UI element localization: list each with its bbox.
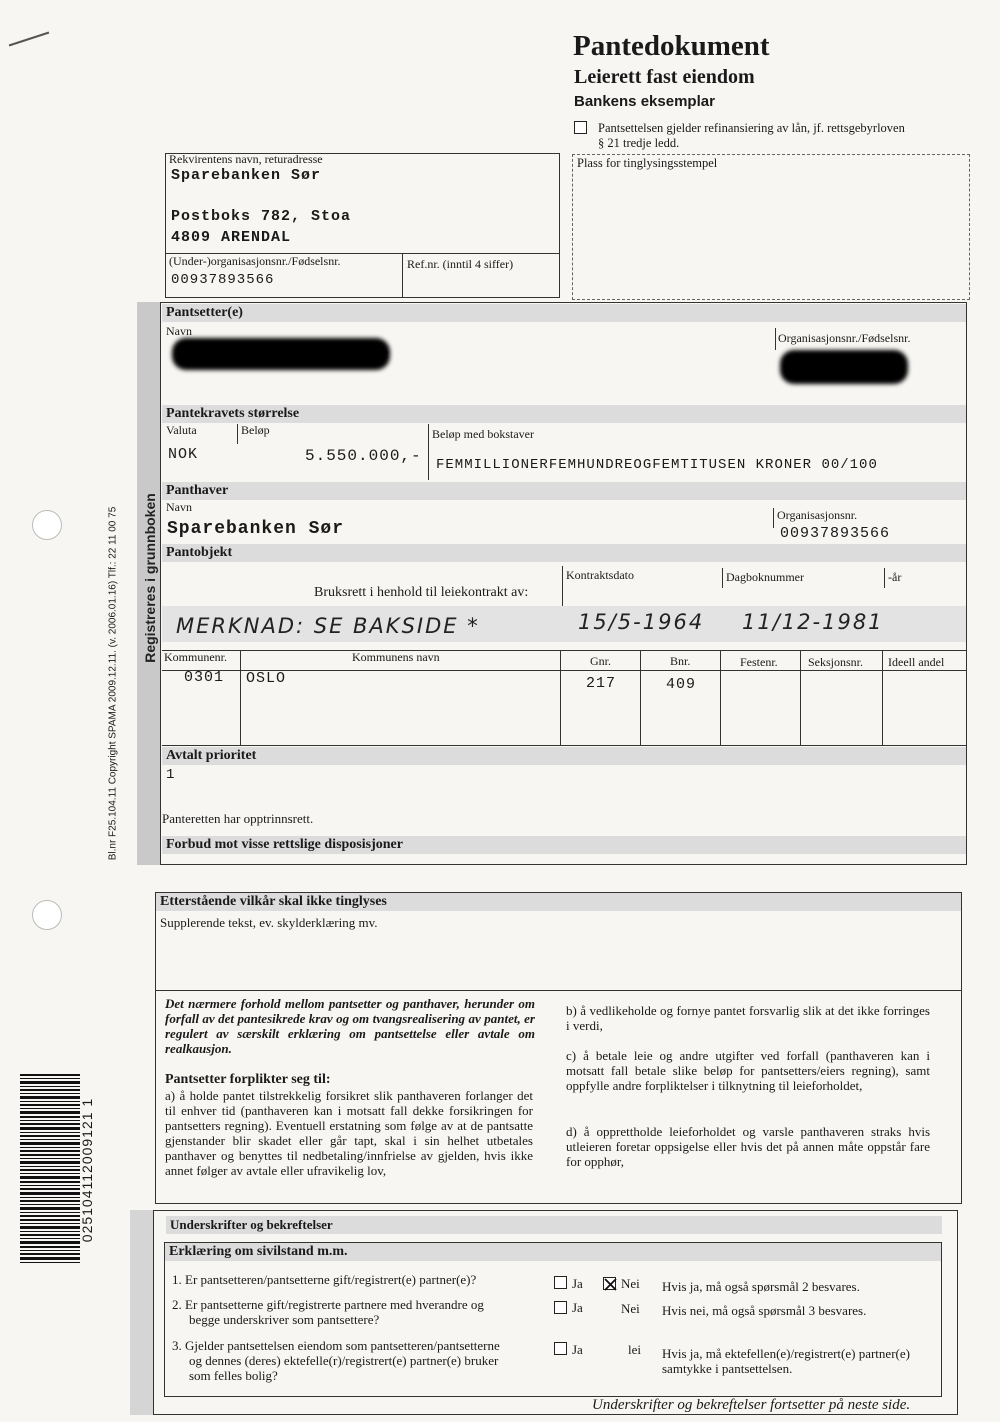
prohibition-header: Forbud mot visse rettslige disposisjoner xyxy=(162,836,966,854)
question-3b: og dennes (deres) ektefelle(r)/registrert(e) partner(e) bruker xyxy=(189,1353,499,1368)
amount-label: Beløp xyxy=(241,423,270,437)
q1-no-label: Nei xyxy=(621,1276,640,1291)
conditions-subtitle: Supplerende tekst, ev. skylderklæring mv. xyxy=(160,915,378,930)
obligation-c: c) å betale leie og andre utgifter ved forfall (panthaveren kan i motsatt fall betale slike beløp for pantsetters/eiers regning), samt oppfylle andre forpliktelser i tilknytning til leieforholdet, xyxy=(566,1048,930,1093)
pen-mark xyxy=(9,32,50,47)
holder-org-label: Organisasjonsnr. xyxy=(777,508,858,522)
terms-intro: Det nærmere forhold mellom pantsetter og panthaver, herunder om forfall av det pantesikrede krav og om tvangsrealisering av pantet, er regulert av særskilt erklæring om pantsettelse eller avtale om realkausjon. xyxy=(165,996,535,1056)
question-3c: som felles bolig? xyxy=(189,1368,278,1383)
handwritten-journal-date: 11/12-1981 xyxy=(742,610,884,634)
priority-note: Panteretten har opptrinnsrett. xyxy=(162,811,314,826)
question-2a: 2. Er pantsetterne gift/registrerte partnere med hverandre og xyxy=(172,1297,484,1312)
col-festenr: Festenr. xyxy=(740,655,778,669)
signatures-header: Underskrifter og bekreftelser xyxy=(166,1216,942,1234)
q3-hint-b: samtykke i pantsettelsen. xyxy=(662,1361,793,1376)
continue-note: Underskrifter og bekreftelser fortsetter på neste side. xyxy=(592,1397,911,1413)
marital-header: Erklæring om sivilstand m.m. xyxy=(165,1243,941,1261)
object-header: Pantobjekt xyxy=(162,544,966,562)
requester-label: Rekvirentens navn, returadresse xyxy=(169,152,323,166)
q1-no-checkbox[interactable] xyxy=(603,1277,616,1290)
stamp-area-label: Plass for tinglysingsstempel xyxy=(577,156,718,170)
handwritten-contract-date: 15/5-1964 xyxy=(578,610,705,634)
pledger-name-redaction xyxy=(172,338,390,370)
bnr-value: 409 xyxy=(666,676,697,693)
requester-name: Sparebanken Sør xyxy=(171,167,322,184)
question-1: 1. Er pantsetteren/pantsetterne gift/registrert(e) partner(e)? xyxy=(172,1272,477,1287)
holder-org-value: 00937893566 xyxy=(780,525,891,542)
q3-yes-label: Ja xyxy=(572,1342,583,1357)
refinance-text: Pantsettelsen gjelder refinansiering av lån, jf. rettsgebyrloven § 21 tredje ledd. xyxy=(598,121,905,150)
priority-header: Avtalt prioritet xyxy=(162,747,966,765)
kommune-name-value: OSLO xyxy=(246,670,287,687)
q3-hint-a: Hvis ja, må ektefellen(e)/registrert(e) partner(e) xyxy=(662,1346,910,1361)
journal-year-label: -år xyxy=(888,570,902,584)
barcode-number: 025104112009121 1 xyxy=(79,1097,95,1243)
contract-date-label: Kontraktsdato xyxy=(566,568,634,582)
claim-header: Pantekravets størrelse xyxy=(162,405,966,423)
obligations-header: Pantsetter forplikter seg til: xyxy=(165,1072,331,1087)
obligation-b: b) å vedlikeholde og fornye pantet forsvarlig slik at det ikke forringes i verdi, xyxy=(566,1003,930,1033)
q2-yes-label: Ja xyxy=(572,1300,583,1315)
amount-value: 5.550.000,- xyxy=(305,447,422,465)
col-seksjonsnr: Seksjonsnr. xyxy=(808,655,864,669)
q1-yes-label: Ja xyxy=(572,1276,583,1291)
amount-words-label: Beløp med bokstaver xyxy=(432,427,534,441)
holder-name-label: Navn xyxy=(166,500,192,514)
pledger-org-label: Organisasjonsnr./Fødselsnr. xyxy=(778,331,911,345)
stamp-area xyxy=(572,154,970,300)
requester-org-label: (Under-)organisasjonsnr./Fødselsnr. xyxy=(169,254,341,268)
document-title: Pantedokument xyxy=(573,30,770,62)
q2-hint: Hvis nei, må også spørsmål 3 besvares. xyxy=(662,1303,867,1318)
currency-label: Valuta xyxy=(166,423,197,437)
copy-label: Bankens eksemplar xyxy=(574,93,715,110)
col-ideell-andel: Ideell andel xyxy=(888,655,945,669)
obligation-d: d) å opprettholde leieforholdet og varsle panthaveren straks hvis utleieren foretar oppsigelse eller hvis det på annen måte oppstår fare for opphør, xyxy=(566,1124,930,1169)
requester-org-value: 00937893566 xyxy=(171,272,275,288)
pledger-name-label: Navn xyxy=(166,324,192,338)
requester-address1: Postboks 782, Stoa xyxy=(171,208,352,225)
pledger-header: Pantsetter(e) xyxy=(162,304,966,322)
usage-text: Bruksrett i henhold til leiekontrakt av: xyxy=(314,585,529,600)
currency-value: NOK xyxy=(168,446,199,463)
col-bnr: Bnr. xyxy=(670,654,691,668)
journal-number-label: Dagboknummer xyxy=(726,570,804,584)
registered-section xyxy=(137,302,967,865)
q3-no-label: lei xyxy=(628,1342,641,1357)
priority-value: 1 xyxy=(166,767,176,783)
col-kommune-name: Kommunens navn xyxy=(352,650,440,664)
col-gnr: Gnr. xyxy=(590,654,611,668)
check-x-icon xyxy=(604,1278,617,1291)
holder-header: Panthaver xyxy=(162,482,966,500)
q1-yes-checkbox[interactable] xyxy=(554,1276,567,1289)
punch-hole-bottom xyxy=(32,900,62,930)
document-subtitle: Leierett fast eiendom xyxy=(574,66,755,88)
q3-yes-checkbox[interactable] xyxy=(554,1342,567,1355)
q2-no-label: Nei xyxy=(621,1301,640,1316)
obligation-a: a) å holde pantet tilstrekkelig forsikret slik panthaveren forlanger det til enhver tid (panthaveren kan i motsatt fall dekke forsikringen for pantsetters regning). Eventuell erstatning som følge av at de pantsatte gjenstander blir skadet eller går tapt, skal i sin helhet utbetales panthaver og benyttes til nedbetaling/innfrielse av gjelden, hvis ikke annet følger av avtale eller ufravikelig lov, xyxy=(165,1088,533,1178)
pledger-org-redaction xyxy=(780,350,908,384)
question-3a: 3. Gjelder pantsettelsen eiendom som pantsetteren/pantsetterne xyxy=(172,1338,500,1353)
punch-hole-top xyxy=(32,510,62,540)
conditions-header: Etterstående vilkår skal ikke tinglyses xyxy=(156,893,961,911)
amount-words-value: FEMMILLIONERFEMHUNDREOGFEMTITUSEN KRONER 00/100 xyxy=(436,457,878,473)
col-kommunenr: Kommunenr. xyxy=(164,650,227,664)
q2-yes-checkbox[interactable] xyxy=(554,1301,567,1314)
ref-number-label: Ref.nr. (inntil 4 siffer) xyxy=(407,257,514,271)
form-margin-text: Bl.nr F25.104.11 Copyright SPAMA 2009.12.11. (v. 2006.01.16) Tlf.: 22 11 00 75 xyxy=(107,506,119,861)
holder-name-value: Sparebanken Sør xyxy=(167,519,345,539)
refinance-checkbox[interactable] xyxy=(574,121,587,134)
gnr-value: 217 xyxy=(586,675,617,692)
q1-hint: Hvis ja, må også spørsmål 2 besvares. xyxy=(662,1279,860,1294)
kommunenr-value: 0301 xyxy=(184,669,225,686)
question-2b: begge underskriver som pantsettere? xyxy=(189,1312,380,1327)
handwritten-remark: MERKNAD: SE BAKSIDE * xyxy=(176,614,480,638)
side-label: Registreres i grunnboken xyxy=(142,493,158,663)
requester-address2: 4809 ARENDAL xyxy=(171,229,292,246)
